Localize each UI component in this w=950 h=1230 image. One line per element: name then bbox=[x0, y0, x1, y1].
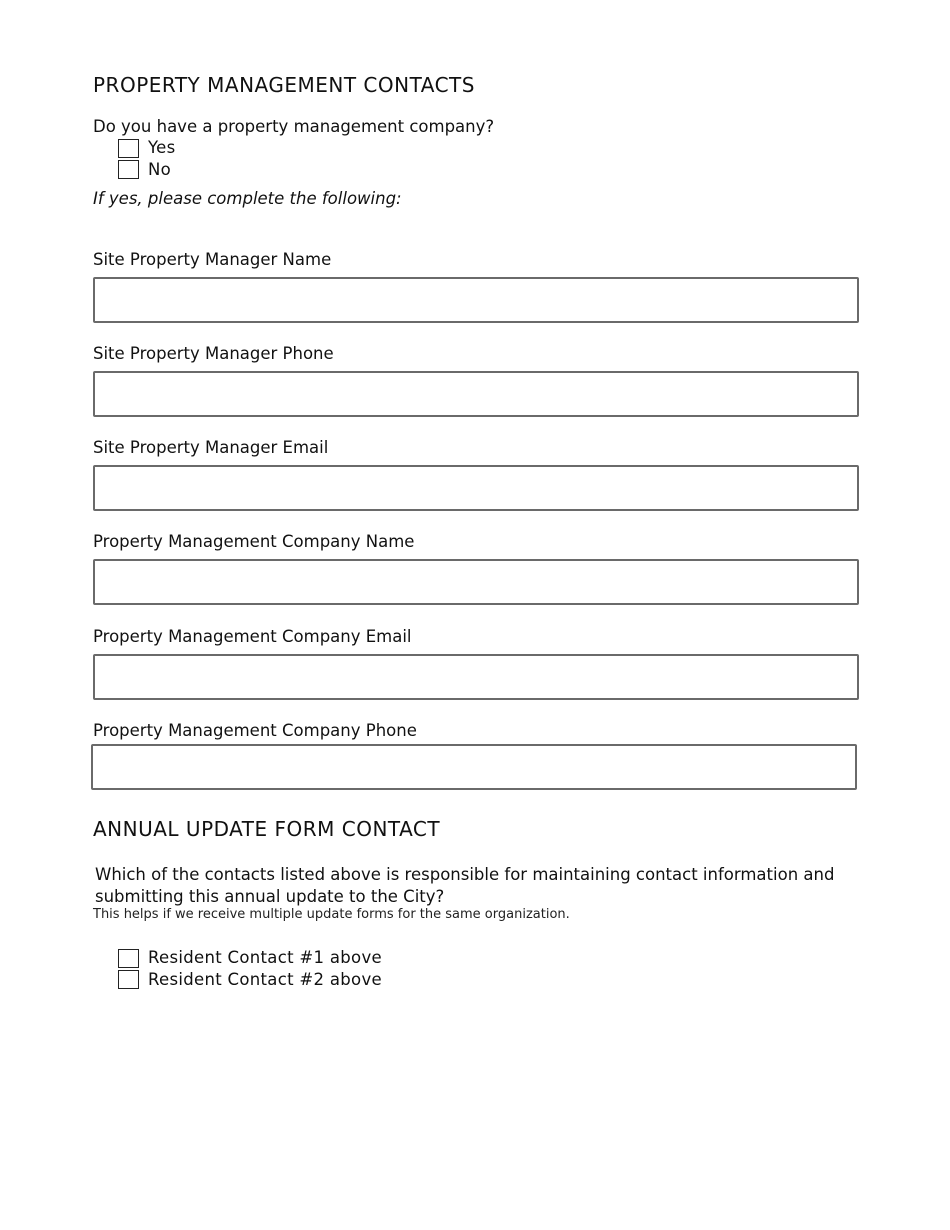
no-checkbox[interactable] bbox=[118, 160, 139, 179]
field-label-company-name: Property Management Company Name bbox=[93, 532, 415, 551]
company-email-field[interactable] bbox=[93, 654, 859, 700]
helper-note: This helps if we receive multiple update forms for the same organization. bbox=[93, 907, 570, 922]
question-annual-update: Which of the contacts listed above is responsible for maintaining contact information and submitting this annual update to the City? bbox=[95, 865, 835, 906]
site-manager-phone-field[interactable] bbox=[93, 371, 859, 417]
yes-checkbox[interactable] bbox=[118, 139, 139, 158]
question-property-management: Do you have a property management company? bbox=[93, 117, 495, 136]
field-label-company-email: Property Management Company Email bbox=[93, 627, 412, 646]
field-label-site-manager-email: Site Property Manager Email bbox=[93, 438, 329, 457]
resident-contact-2-checkbox[interactable] bbox=[118, 970, 139, 989]
company-name-field[interactable] bbox=[93, 559, 859, 605]
no-option-label: No bbox=[148, 160, 172, 179]
section-heading-property-management: PROPERTY MANAGEMENT CONTACTS bbox=[93, 73, 475, 97]
field-label-site-manager-phone: Site Property Manager Phone bbox=[93, 344, 334, 363]
resident-contact-1-checkbox[interactable] bbox=[118, 949, 139, 968]
site-manager-name-field[interactable] bbox=[93, 277, 859, 323]
section-heading-annual-update: ANNUAL UPDATE FORM CONTACT bbox=[93, 817, 441, 841]
yes-option-label: Yes bbox=[148, 138, 176, 157]
field-label-company-phone: Property Management Company Phone bbox=[93, 721, 417, 740]
resident-contact-1-label: Resident Contact #1 above bbox=[148, 948, 382, 967]
site-manager-email-field[interactable] bbox=[93, 465, 859, 511]
field-label-site-manager-name: Site Property Manager Name bbox=[93, 250, 332, 269]
resident-contact-2-label: Resident Contact #2 above bbox=[148, 970, 382, 989]
instruction-text: If yes, please complete the following: bbox=[93, 189, 402, 208]
company-phone-field[interactable] bbox=[91, 744, 857, 790]
